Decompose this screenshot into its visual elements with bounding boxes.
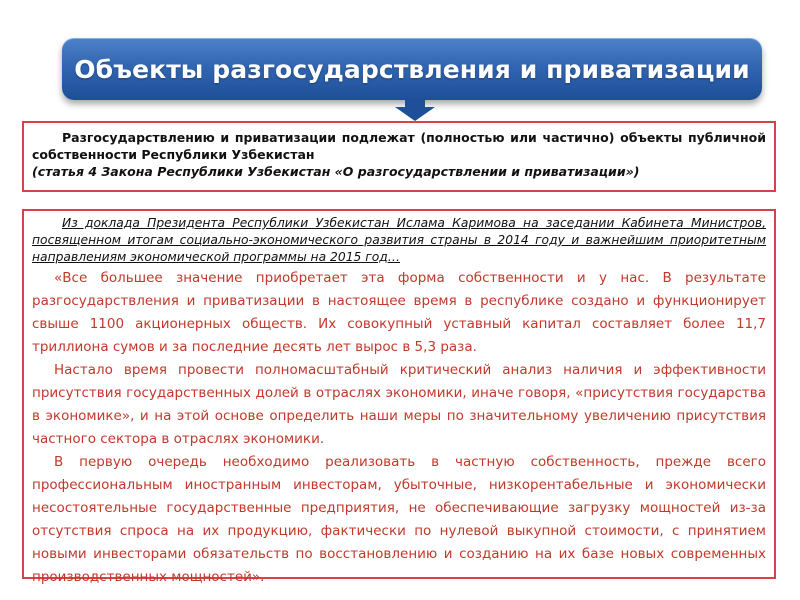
- quote-paragraph-1: «Все большее значение приобретает эта форма собственности и у нас. В результате разгосударствления и приватизации в настоящее время в республике создано и функционирует свыше 1100 акционерных обществ. Их совокупный уставный капитал составляет более 11,7 триллиона сумов и за последние десять лет вырос в 5,3 раза.: [32, 270, 766, 355]
- page-title: Объекты разгосударствления и приватизации: [74, 54, 750, 84]
- definition-text: Разгосударствлению и приватизации подлежат (полностью или частично) объекты публичной собственности Республики Узбекистан: [32, 130, 766, 162]
- report-box: [22, 209, 776, 585]
- arrow-down-icon: [395, 107, 435, 121]
- definition-source: (статья 4 Закона Республики Узбекистан «О разгосударствлении и приватизации»): [32, 164, 640, 179]
- report-intro: Из доклада Президента Республики Узбекистан Ислама Каримова на заседании Кабинета Министров, посвященном итогам социально-экономического развития страны в 2014 году и важнейшим приоритетным направлениям экономической программы на 2015 год…: [32, 216, 766, 264]
- title-banner: [62, 38, 762, 100]
- quote-paragraph-2: Настало время провести полномасштабный критический анализ наличия и эффективности присутствия государственных долей в отраслях экономики, иначе говоря, «присутствия государства в экономике», и на этой основе определить наши меры по значительному увеличению присутствия частного сектора в отраслях экономики.: [32, 362, 766, 447]
- quote-paragraph-3: В первую очередь необходимо реализовать в частную собственность, прежде всего профессиональным иностранным инвесторам, убыточные, низкорентабельные и экономически несостоятельные государственные предприятия, не обеспечивающие загрузку мощностей из-за отсутствия спроса на их продукцию, фактически по нулевой выкупной стоимости, с принятием новыми инвесторами обязательств по восстановлению и созданию на их базе новых современных производственных мощностей».: [32, 454, 766, 585]
- definition-box: [22, 121, 776, 192]
